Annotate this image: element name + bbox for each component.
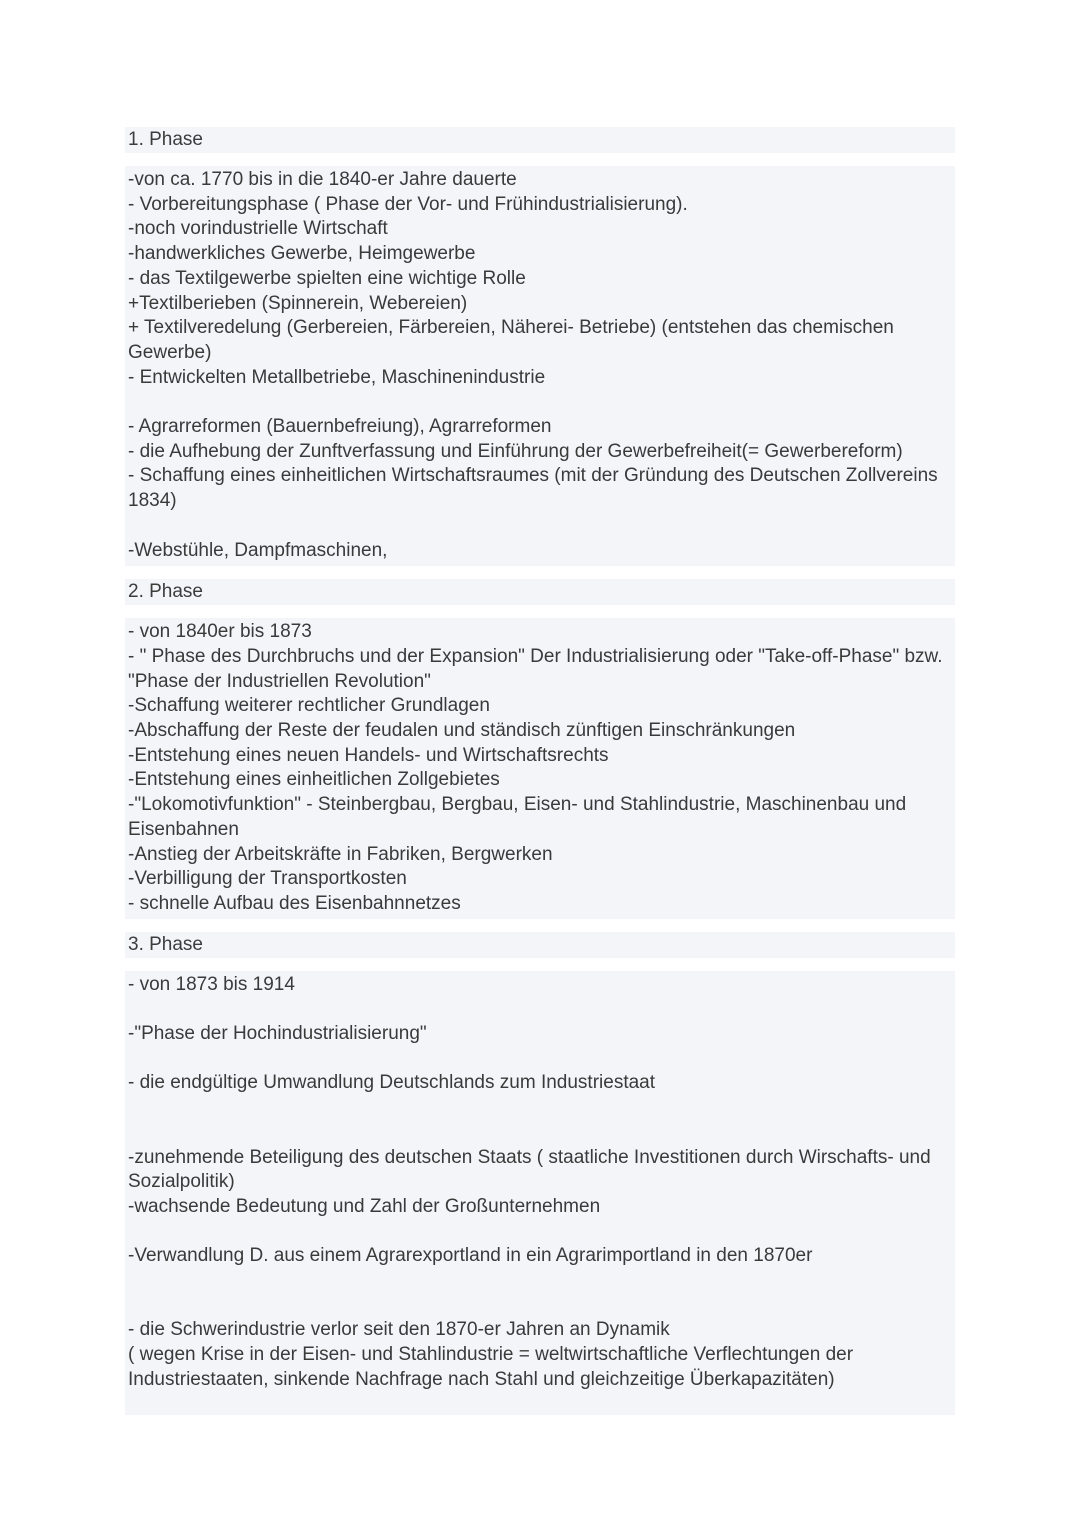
phase-3-line: -Verwandlung D. aus einem Agrarexportland in ein Agrarimportland in den 1870er (128, 1245, 813, 1267)
phase-1-line: - Vorbereitungsphase ( Phase der Vor- und Frühindustrialisierung). (128, 193, 688, 215)
phase-1-line: +Textilberieben (Spinnerein, Webereien) (128, 292, 468, 314)
phase-2-line: -Entstehung eines einheitlichen Zollgebietes (128, 769, 500, 791)
phase-3-line: -wachsende Bedeutung und Zahl der Großunternehmen (128, 1195, 601, 1217)
phase-2-line: -Anstieg der Arbeitskräfte in Fabriken, Bergwerken (128, 843, 553, 865)
phase-2-line: -Schaffung weiterer rechtlicher Grundlagen (128, 695, 490, 717)
phase-1-line (128, 390, 952, 415)
phase-1-line: -handwerkliches Gewerbe, Heimgewerbe (128, 243, 476, 265)
phase-3-line: - von 1873 bis 1914 (128, 973, 295, 995)
phase-2-line: -Verbilligung der Transportkosten (128, 868, 407, 890)
phase-3-title: 3. Phase (125, 932, 955, 958)
phase-1-line: - das Textilgewerbe spielten eine wichtige Rolle (128, 267, 526, 289)
phase-3-line (128, 1220, 952, 1245)
phase-3-line: -zunehmende Beteiligung des deutschen Staats ( staatliche Investitionen durch Wirschafts- und Sozialpolitik) (128, 1146, 931, 1193)
phase-3-content (125, 971, 955, 1415)
phase-2-content (125, 618, 955, 918)
phase-1-line: + Textilveredelung (Gerbereien, Färbereien, Näherei- Betriebe) (entstehen das chemischen Gewerbe) (128, 317, 894, 363)
phase-1-line (128, 514, 952, 539)
phase-3-line (128, 997, 952, 1022)
phase-3-line (128, 1121, 952, 1146)
phase-3-line: -"Phase der Hochindustrialisierung" (128, 1023, 427, 1045)
phase-3-line: ( wegen Krise in der Eisen- und Stahlindustrie = weltwirtschaftliche Verflechtungen der Industriestaaten, sinkende Nachfrage nach Stahl und gleichzeitige Überkapazitäten) (128, 1344, 854, 1390)
phase-3-line (128, 1294, 952, 1319)
phase-3-line (128, 1096, 952, 1121)
phase-1-title: 1. Phase (125, 127, 955, 153)
phase-1-line: -Webstühle, Dampfmaschinen, (128, 539, 388, 561)
phase-2-line: - " Phase des Durchbruchs und der Expansion" Der Industrialisierung oder "Take-off-Phase" bzw. "Phase der Industriellen Revolution" (128, 645, 943, 692)
phase-2-line: - schnelle Aufbau des Eisenbahnnetzes (128, 892, 461, 914)
phase-1-line: - Schaffung eines einheitlichen Wirtschaftsraumes (mit der Gründung des Deutschen Zollvereins 1834) (128, 465, 938, 512)
phase-2-line: -Abschaffung der Reste der feudalen und ständisch zünftigen Einschränkungen (128, 720, 796, 742)
phase-3-line (128, 1047, 952, 1072)
phase-1-line: -von ca. 1770 bis in die 1840-er Jahre dauerte (128, 169, 517, 190)
phase-3-line (128, 1269, 952, 1294)
phase-1-line: -noch vorindustrielle Wirtschaft (128, 218, 388, 240)
phase-1-line: - die Aufhebung der Zunftverfassung und Einführung der Gewerbefreiheit(= Gewerbereform) (128, 440, 903, 462)
document-page (125, 127, 955, 1415)
phase-3-line: - die endgültige Umwandlung Deutschlands zum Industriestaat (128, 1072, 656, 1094)
phase-1-line: - Entwickelten Metallbetriebe, Maschinenindustrie (128, 366, 546, 388)
phase-2-line: - von 1840er bis 1873 (128, 621, 312, 643)
phase-1-line: - Agrarreformen (Bauernbefreiung), Agrarreformen (128, 416, 552, 438)
phase-2-line: -"Lokomotivfunktion" - Steinbergbau, Bergbau, Eisen- und Stahlindustrie, Maschinenbau und Eisenbahnen (128, 794, 907, 840)
phase-2-title: 2. Phase (125, 579, 955, 605)
phase-1-content (125, 166, 955, 566)
phase-2-line: -Entstehung eines neuen Handels- und Wirtschaftsrechts (128, 744, 609, 766)
phase-3-line: - die Schwerindustrie verlor seit den 1870-er Jahren an Dynamik (128, 1319, 670, 1341)
